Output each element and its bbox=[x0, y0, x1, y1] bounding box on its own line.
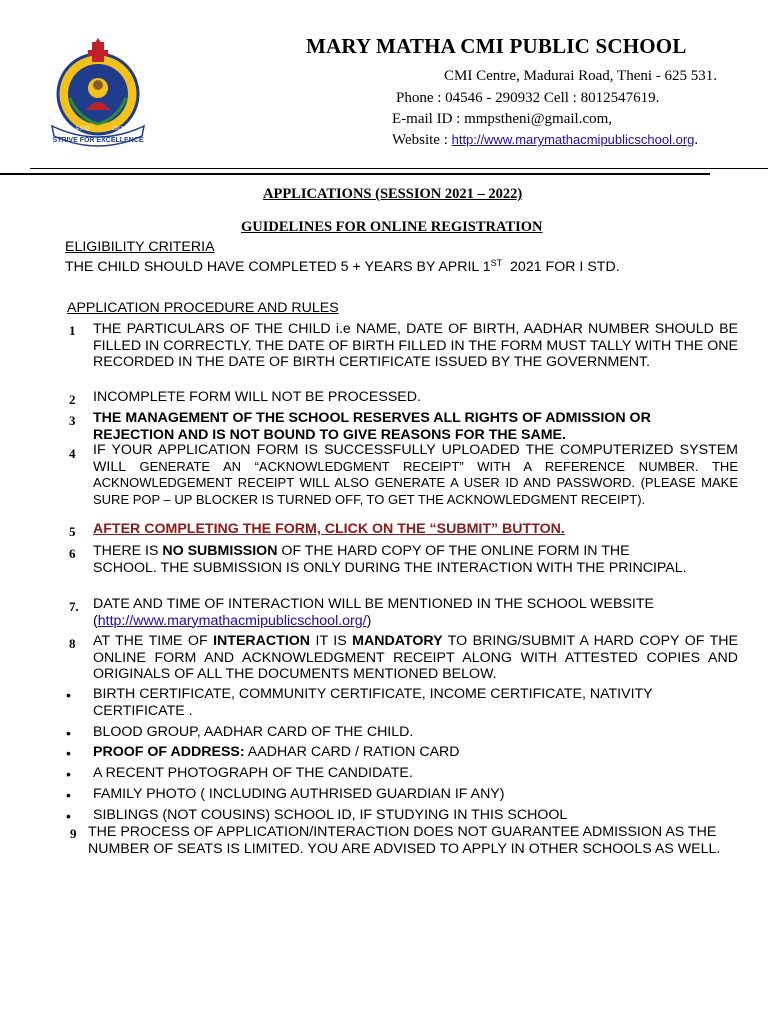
list-item: DATE AND TIME OF INTERACTION WILL BE MENTIONED IN THE SCHOOL WEBSITE (http://www.marymathacmipublicschool.org/) bbox=[93, 596, 654, 629]
guidelines-title: GUIDELINES FOR ONLINE REGISTRATION bbox=[241, 219, 543, 235]
item-number: 7. bbox=[69, 599, 79, 614]
list-item: IF YOUR APPLICATION FORM IS SUCCESSFULLY UPLOADED THE COMPUTERIZED SYSTEM WILL GENERATE AN “ACKNOWLEDGMENT RECEIPT” WITH A REFERENCE NUMBER. THE ACKNOWLEDGEMENT RECEIPT WILL ALSO GENERATE A USER ID AND PASSWORD. (PLEASE MAKE SURE POP – UP BLOCKER IS TURNED OFF, TO GET THE ACKNOWLEDGMENT RECEIPT). bbox=[93, 442, 738, 507]
item-number: 6 bbox=[69, 546, 76, 561]
document-item: PROOF OF ADDRESS: AADHAR CARD / RATION CARD bbox=[93, 744, 460, 760]
website-link[interactable]: http://www.marymathacmipublicschool.org bbox=[451, 132, 695, 147]
item-number: 8 bbox=[69, 636, 76, 651]
school-address: CMI Centre, Madurai Road, Theni - 625 531. bbox=[444, 68, 718, 84]
website-link-inline[interactable]: http://www.marymathacmipublicschool.org/ bbox=[97, 612, 367, 629]
item-number: 9 bbox=[70, 826, 77, 841]
procedure-heading: APPLICATION PROCEDURE AND RULES bbox=[67, 300, 339, 316]
school-name: MARY MATHA CMI PUBLIC SCHOOL bbox=[306, 34, 687, 58]
item-number: 2 bbox=[69, 392, 76, 407]
bullet-icon: • bbox=[66, 745, 71, 761]
eligibility-heading: ELIGIBILITY CRITERIA bbox=[65, 239, 215, 255]
bullet-icon: • bbox=[66, 725, 71, 741]
header-divider-bottom bbox=[0, 173, 710, 175]
submit-instruction: AFTER COMPLETING THE FORM, CLICK ON THE “SUBMIT” BUTTON. bbox=[93, 521, 565, 537]
website-label: Website : bbox=[392, 132, 452, 148]
bullet-icon: • bbox=[66, 687, 71, 703]
svg-text:STRIVE FOR EXCELLENCE: STRIVE FOR EXCELLENCE bbox=[52, 137, 144, 144]
website-suffix: . bbox=[694, 132, 699, 148]
bullet-icon: • bbox=[66, 808, 71, 824]
list-item: THE PARTICULARS OF THE CHILD i.e NAME, DATE OF BIRTH, AADHAR NUMBER SHOULD BE FILLED IN CORRECTLY. THE DATE OF BIRTH FILLED IN THE FORM MUST TALLY WITH THE ONE RECORDED IN THE DATE OF BIRTH CERTIFICATE ISSUED BY THE GOVERNMENT. bbox=[93, 321, 738, 370]
list-item: THERE IS NO SUBMISSION OF THE HARD COPY OF THE ONLINE FORM IN THE SCHOOL. THE SUBMISSION IS ONLY DURING THE INTERACTION WITH THE PRINCIPAL. bbox=[93, 543, 687, 576]
school-website-line bbox=[392, 132, 698, 149]
document-item: SIBLINGS (NOT COUSINS) SCHOOL ID, IF STUDYING IN THIS SCHOOL bbox=[93, 807, 568, 823]
item-number: 4 bbox=[69, 446, 76, 461]
item-number: 3 bbox=[69, 413, 76, 428]
svg-text:ESTD: ESTD bbox=[76, 126, 90, 132]
bullet-icon: • bbox=[66, 766, 71, 782]
document-item: BIRTH CERTIFICATE, COMMUNITY CERTIFICATE, INCOME CERTIFICATE, NATIVITY CERTIFICATE . bbox=[93, 686, 653, 719]
list-item: THE MANAGEMENT OF THE SCHOOL RESERVES ALL RIGHTS OF ADMISSION OR REJECTION AND IS NOT BOUND TO GIVE REASONS FOR THE SAME. bbox=[93, 410, 651, 443]
list-item: THE PROCESS OF APPLICATION/INTERACTION DOES NOT GUARANTEE ADMISSION AS THE NUMBER OF SEATS IS LIMITED. YOU ARE ADVISED TO APPLY IN OTHER SCHOOLS AS WELL. bbox=[88, 824, 721, 857]
list-item: INCOMPLETE FORM WILL NOT BE PROCESSED. bbox=[93, 389, 421, 405]
list-item: AT THE TIME OF INTERACTION IT IS MANDATORY TO BRING/SUBMIT A HARD COPY OF THE ONLINE FORM AND ACKNOWLEDGMENT RECEIPT ALONG WITH ATTESTED COPIES AND ORIGINALS OF ALL THE DOCUMENTS MENTIONED BELOW. bbox=[93, 633, 738, 682]
school-crest-icon bbox=[48, 38, 148, 150]
session-title: APPLICATIONS (SESSION 2021 – 2022) bbox=[263, 186, 523, 202]
item-number: 1 bbox=[69, 323, 76, 338]
header-divider-top bbox=[30, 168, 768, 169]
document-item: FAMILY PHOTO ( INCLUDING AUTHRISED GUARDIAN IF ANY) bbox=[93, 786, 505, 802]
school-email: E-mail ID : mmpstheni@gmail.com, bbox=[392, 111, 613, 127]
item-number: 5 bbox=[69, 524, 76, 539]
document-item: A RECENT PHOTOGRAPH OF THE CANDIDATE. bbox=[93, 765, 413, 781]
eligibility-text: THE CHILD SHOULD HAVE COMPLETED 5 + YEARS BY APRIL 1ST 2021 FOR I STD. bbox=[65, 258, 620, 275]
svg-text:2013: 2013 bbox=[112, 126, 124, 132]
school-phone: Phone : 04546 - 290932 Cell : 8012547619. bbox=[396, 90, 660, 106]
document-item: BLOOD GROUP, AADHAR CARD OF THE CHILD. bbox=[93, 724, 414, 740]
bullet-icon: • bbox=[66, 787, 71, 803]
